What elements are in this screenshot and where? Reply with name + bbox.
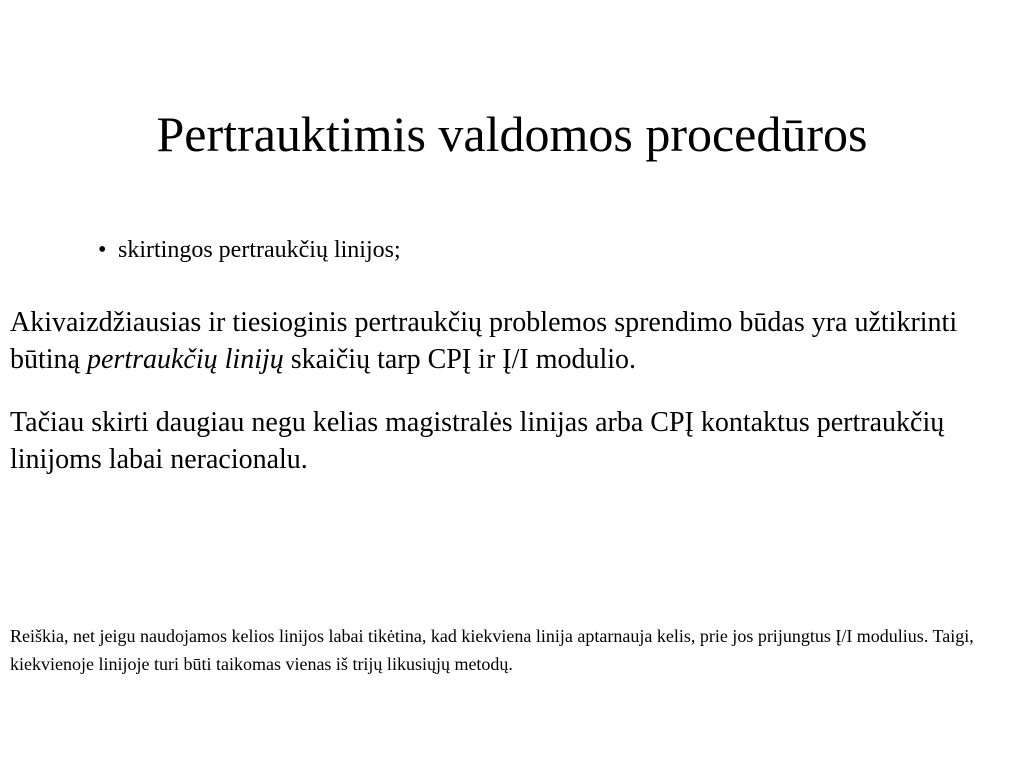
paragraph-1-text-start: Akivaizdžiausias ir tiesioginis pertraukčių problemos sprendimo būdas yra užtikrinti būtiną [10, 307, 958, 375]
paragraph-1-emphasis: pertraukčių linijų [87, 344, 284, 375]
bullet-text: skirtingos pertraukčių linijos; [118, 237, 401, 263]
slide-title: Pertrauktimis valdomos procedūros [156, 106, 868, 162]
paragraph-1-text-end: skaičių tarp CPĮ ir Į/I modulio. [283, 344, 637, 375]
bullet-item [98, 234, 401, 266]
bullet-marker: • [98, 237, 107, 263]
footnote: Reiškia, net jeigu naudojamos kelios linijos labai tikėtina, kad kiekviena linija aptarnauja kelis, prie jos prijungtus Į/I modulius. Taigi, kiekvienoje linijoje turi būti taikomas vienas iš trijų likusiųjų metodų. [10, 626, 974, 674]
bullet-list [98, 234, 401, 266]
paragraph-2: Tačiau skirti daugiau negu kelias magistralės linijas arba CPĮ kontaktus pertraukčių linijoms labai neracionalu. [10, 407, 945, 475]
paragraph-1 [10, 304, 1014, 378]
